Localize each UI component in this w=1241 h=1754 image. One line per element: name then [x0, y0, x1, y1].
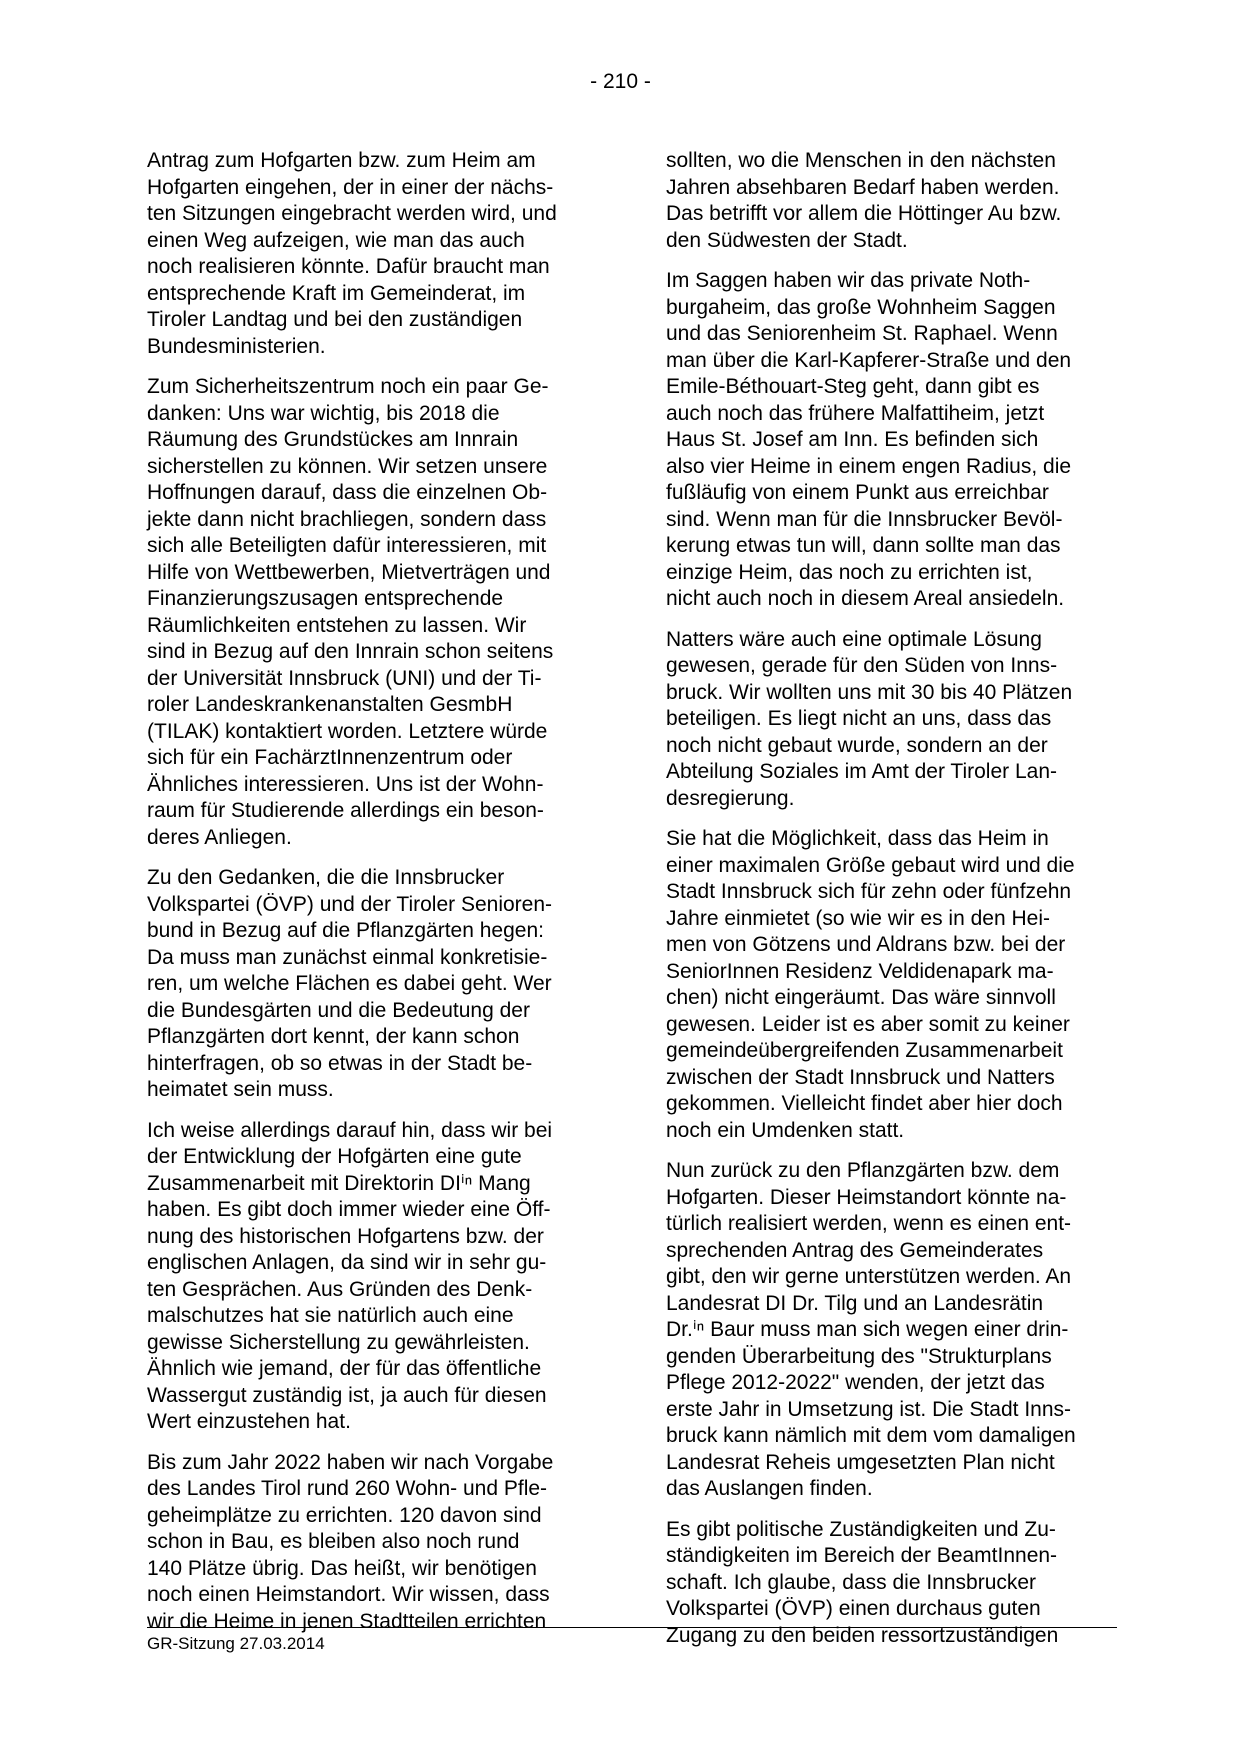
- text-line: Volkspartei (ÖVP) einen durchaus guten: [666, 1597, 1041, 1620]
- text-line: Hilfe von Wettbewerben, Mietverträgen und: [147, 560, 551, 584]
- text-line: Abteilung Soziales im Amt der Tiroler Lan-: [666, 760, 1058, 783]
- text-line: Bis zum Jahr 2022 haben wir nach Vorgabe: [147, 1450, 554, 1474]
- text-line: auch noch das frühere Malfattiheim, jetzt: [666, 401, 1045, 425]
- text-line: sind. Wenn man für die Innsbrucker Bevöl-: [666, 507, 1063, 531]
- text-line: Da muss man zunächst einmal konkretisie-: [147, 945, 548, 969]
- text-line: Pflege 2012-2022" wenden, der jetzt das: [666, 1371, 1045, 1394]
- text-line: desregierung.: [666, 786, 795, 810]
- text-line: englischen Anlagen, da sind wir in sehr gu-: [147, 1251, 547, 1274]
- text-line: Zu den Gedanken, die die Innsbrucker: [147, 866, 505, 889]
- text-line: Bundesministerien.: [147, 334, 326, 358]
- text-line: Ähnlich wie jemand, der für das öffentliche: [147, 1357, 542, 1380]
- text-line: türlich realisiert werden, wenn es einen ent-: [666, 1212, 1072, 1235]
- text-line: SeniorInnen Residenz Veldidenapark ma-: [666, 959, 1054, 983]
- text-line: Natters wäre auch eine optimale Lösung: [666, 627, 1042, 651]
- paragraph: [666, 826, 1106, 1144]
- text-line: Hofgarten. Dieser Heimstandort könnte na-: [666, 1185, 1067, 1209]
- text-line: sind in Bezug auf den Innrain schon seitens: [147, 640, 554, 663]
- paragraph: [147, 1450, 587, 1636]
- text-line: gewesen. Leider ist es aber somit zu keiner: [666, 1012, 1070, 1036]
- page-number: - 210 -: [590, 70, 651, 93]
- text-line: roler Landeskrankenanstalten GesmbH: [147, 693, 513, 716]
- text-line: Hoffnungen darauf, dass die einzelnen Ob-: [147, 481, 548, 504]
- text-line: Tiroler Landtag und bei den zuständigen: [147, 308, 523, 331]
- paragraph: [147, 148, 587, 360]
- text-line: heimatet sein muss.: [147, 1078, 334, 1101]
- text-line: haben. Es gibt doch immer wieder eine Öff-: [147, 1198, 551, 1221]
- text-line: malschutzes hat sie natürlich auch eine: [147, 1304, 514, 1327]
- text-line: geheimplätze zu errichten. 120 davon sind: [147, 1503, 542, 1527]
- text-line: die Bundesgärten und die Bedeutung der: [147, 998, 530, 1022]
- text-line: sicherstellen zu können. Wir setzen unsere: [147, 454, 548, 478]
- text-line: noch nicht gebaut wurde, sondern an der: [666, 733, 1048, 757]
- text-line: Im Saggen haben wir das private Noth-: [666, 269, 1031, 292]
- paragraph: [147, 865, 587, 1104]
- text-line: bruck. Wir wollten uns mit 30 bis 40 Plätzen: [666, 680, 1073, 704]
- paragraph: [666, 1158, 1106, 1503]
- right-column: [666, 148, 1106, 1663]
- text-line: Hofgarten eingehen, der in einer der nächs-: [147, 175, 554, 199]
- text-line: Wert einzustehen hat.: [147, 1410, 351, 1433]
- text-line: also vier Heime in einem engen Radius, die: [666, 454, 1072, 478]
- text-line: gewisse Sicherstellung zu gewährleisten.: [147, 1330, 530, 1354]
- text-line: ten Gesprächen. Aus Gründen des Denk-: [147, 1277, 533, 1301]
- text-line: sich für ein FachärztInnenzentrum oder: [147, 746, 513, 769]
- text-line: Volkspartei (ÖVP) und der Tiroler Senioren-: [147, 892, 553, 916]
- text-line: men von Götzens und Aldrans bzw. bei der: [666, 933, 1066, 956]
- text-line: chen) nicht eingeräumt. Das wäre sinnvoll: [666, 986, 1056, 1009]
- text-line: Ich weise allerdings darauf hin, dass wir bei: [147, 1118, 553, 1142]
- text-line: entsprechende Kraft im Gemeinderat, im: [147, 281, 526, 305]
- text-line: Landesrat DI Dr. Tilg und an Landesrätin: [666, 1291, 1044, 1315]
- text-line: erste Jahr in Umsetzung ist. Die Stadt Inns-: [666, 1397, 1071, 1421]
- text-line: 140 Plätze übrig. Das heißt, wir benötigen: [147, 1556, 537, 1580]
- text-line: wir die Heime in jenen Stadtteilen errichten: [147, 1609, 547, 1633]
- text-line: (TILAK) kontaktiert worden. Letztere würde: [147, 719, 548, 743]
- text-line: fußläufig von einem Punkt aus erreichbar: [666, 481, 1049, 504]
- text-line: Jahren absehbaren Bedarf haben werden.: [666, 175, 1060, 199]
- text-line: des Landes Tirol rund 260 Wohn- und Pfle-: [147, 1477, 548, 1500]
- text-line: das Auslangen finden.: [666, 1477, 873, 1500]
- text-line: jekte dann nicht brachliegen, sondern dass: [147, 507, 547, 531]
- text-line: gewesen, gerade für den Süden von Inns-: [666, 654, 1058, 677]
- text-line: sprechenden Antrag des Gemeinderates: [666, 1238, 1044, 1262]
- paragraph: [666, 268, 1106, 613]
- text-line: sich alle Beteiligten dafür interessieren, mit: [147, 534, 547, 557]
- text-line: kerung etwas tun will, dann sollte man das: [666, 534, 1061, 557]
- text-line: hinterfragen, ob so etwas in der Stadt be-: [147, 1051, 533, 1075]
- text-line: nicht auch noch in diesem Areal ansiedeln.: [666, 587, 1065, 610]
- text-line: Ähnliches interessieren. Uns ist der Wohn-: [147, 772, 544, 796]
- text-line: zwischen der Stadt Innsbruck und Natters: [666, 1065, 1055, 1089]
- text-line: schon in Bau, es bleiben also noch rund: [147, 1530, 520, 1553]
- text-line: noch ein Umdenken statt.: [666, 1118, 905, 1142]
- text-line: bund in Bezug auf die Pflanzgärten hegen:: [147, 919, 544, 942]
- text-line: Zum Sicherheitszentrum noch ein paar Ge-: [147, 375, 549, 398]
- text-line: der Entwicklung der Hofgärten eine gute: [147, 1145, 522, 1168]
- text-line: Zugang zu den beiden ressortzuständigen: [666, 1623, 1059, 1647]
- text-line: genden Überarbeitung des "Strukturplans: [666, 1344, 1052, 1368]
- text-line: gekommen. Vielleicht findet aber hier doch: [666, 1092, 1063, 1115]
- text-line: Finanzierungszusagen entsprechende: [147, 587, 504, 610]
- text-line: beteiligen. Es liegt nicht an uns, dass das: [666, 707, 1052, 730]
- text-line: Jahre einmietet (so wie wir es in den Hei-: [666, 906, 1050, 930]
- paragraph: [666, 1517, 1106, 1650]
- text-line: ständigkeiten im Bereich der BeamtInnen-: [666, 1544, 1058, 1567]
- text-line: man über die Karl-Kapferer-Straße und den: [666, 348, 1072, 372]
- text-line: Emile-Béthouart-Steg geht, dann gibt es: [666, 375, 1040, 398]
- text-line: Räumlichkeiten entstehen zu lassen. Wir: [147, 613, 527, 637]
- text-line: ten Sitzungen eingebracht werden wird, und: [147, 202, 557, 225]
- text-line: Es gibt politische Zuständigkeiten und Zu-: [666, 1517, 1056, 1541]
- left-column: [147, 148, 587, 1649]
- text-line: Das betrifft vor allem die Höttinger Au bzw.: [666, 202, 1062, 225]
- paragraph: [666, 627, 1106, 813]
- paragraph: [666, 148, 1106, 254]
- text-line: burgaheim, das große Wohnheim Saggen: [666, 295, 1056, 319]
- footer-divider: [147, 1627, 1117, 1628]
- text-line: gemeindeübergreifenden Zusammenarbeit: [666, 1039, 1063, 1062]
- text-line: bruck kann nämlich mit dem vom damaligen: [666, 1424, 1076, 1447]
- text-line: Stadt Innsbruck sich für zehn oder fünfzehn: [666, 880, 1072, 903]
- text-line: Haus St. Josef am Inn. Es befinden sich: [666, 428, 1039, 451]
- text-line: Sie hat die Möglichkeit, dass das Heim in: [666, 827, 1049, 850]
- paragraph: [147, 1118, 587, 1436]
- text-line: noch realisieren könnte. Dafür braucht man: [147, 255, 550, 278]
- text-line: schaft. Ich glaube, dass die Innsbrucker: [666, 1570, 1037, 1594]
- text-line: Pflanzgärten dort kennt, der kann schon: [147, 1025, 520, 1048]
- text-line: einzige Heim, das noch zu errichten ist,: [666, 560, 1033, 584]
- text-line: der Universität Innsbruck (UNI) und der Ti-: [147, 666, 542, 690]
- text-line: sollten, wo die Menschen in den nächsten: [666, 149, 1056, 172]
- text-line: gibt, den wir gerne unterstützen werden. An: [666, 1265, 1072, 1288]
- text-line: und das Seniorenheim St. Raphael. Wenn: [666, 322, 1058, 345]
- text-line: einen Weg aufzeigen, wie man das auch: [147, 228, 525, 252]
- text-line: einer maximalen Größe gebaut wird und die: [666, 853, 1075, 877]
- text-line: danken: Uns war wichtig, bis 2018 die: [147, 401, 500, 425]
- text-line: Landesrat Reheis umgesetzten Plan nicht: [666, 1450, 1055, 1474]
- footer-session-date: GR-Sitzung 27.03.2014: [147, 1634, 325, 1653]
- text-line: raum für Studierende allerdings ein beson-: [147, 799, 544, 822]
- paragraph: [147, 374, 587, 851]
- text-line: ren, um welche Flächen es dabei geht. Wer: [147, 972, 552, 995]
- text-line: Räumung des Grundstückes am Innrain: [147, 428, 519, 451]
- text-line: noch einen Heimstandort. Wir wissen, dass: [147, 1583, 550, 1606]
- text-line: Nun zurück zu den Pflanzgärten bzw. dem: [666, 1159, 1060, 1182]
- text-line: den Südwesten der Stadt.: [666, 228, 908, 252]
- text-line: Wassergut zuständig ist, ja auch für diesen: [147, 1383, 547, 1407]
- text-line: Antrag zum Hofgarten bzw. zum Heim am: [147, 149, 536, 172]
- text-line: deres Anliegen.: [147, 825, 292, 849]
- text-line: nung des historischen Hofgartens bzw. der: [147, 1224, 544, 1248]
- text-line: Zusammenarbeit mit Direktorin DIⁱⁿ Mang: [147, 1171, 531, 1195]
- text-line: Dr.ⁱⁿ Baur muss man sich wegen einer drin-: [666, 1318, 1069, 1341]
